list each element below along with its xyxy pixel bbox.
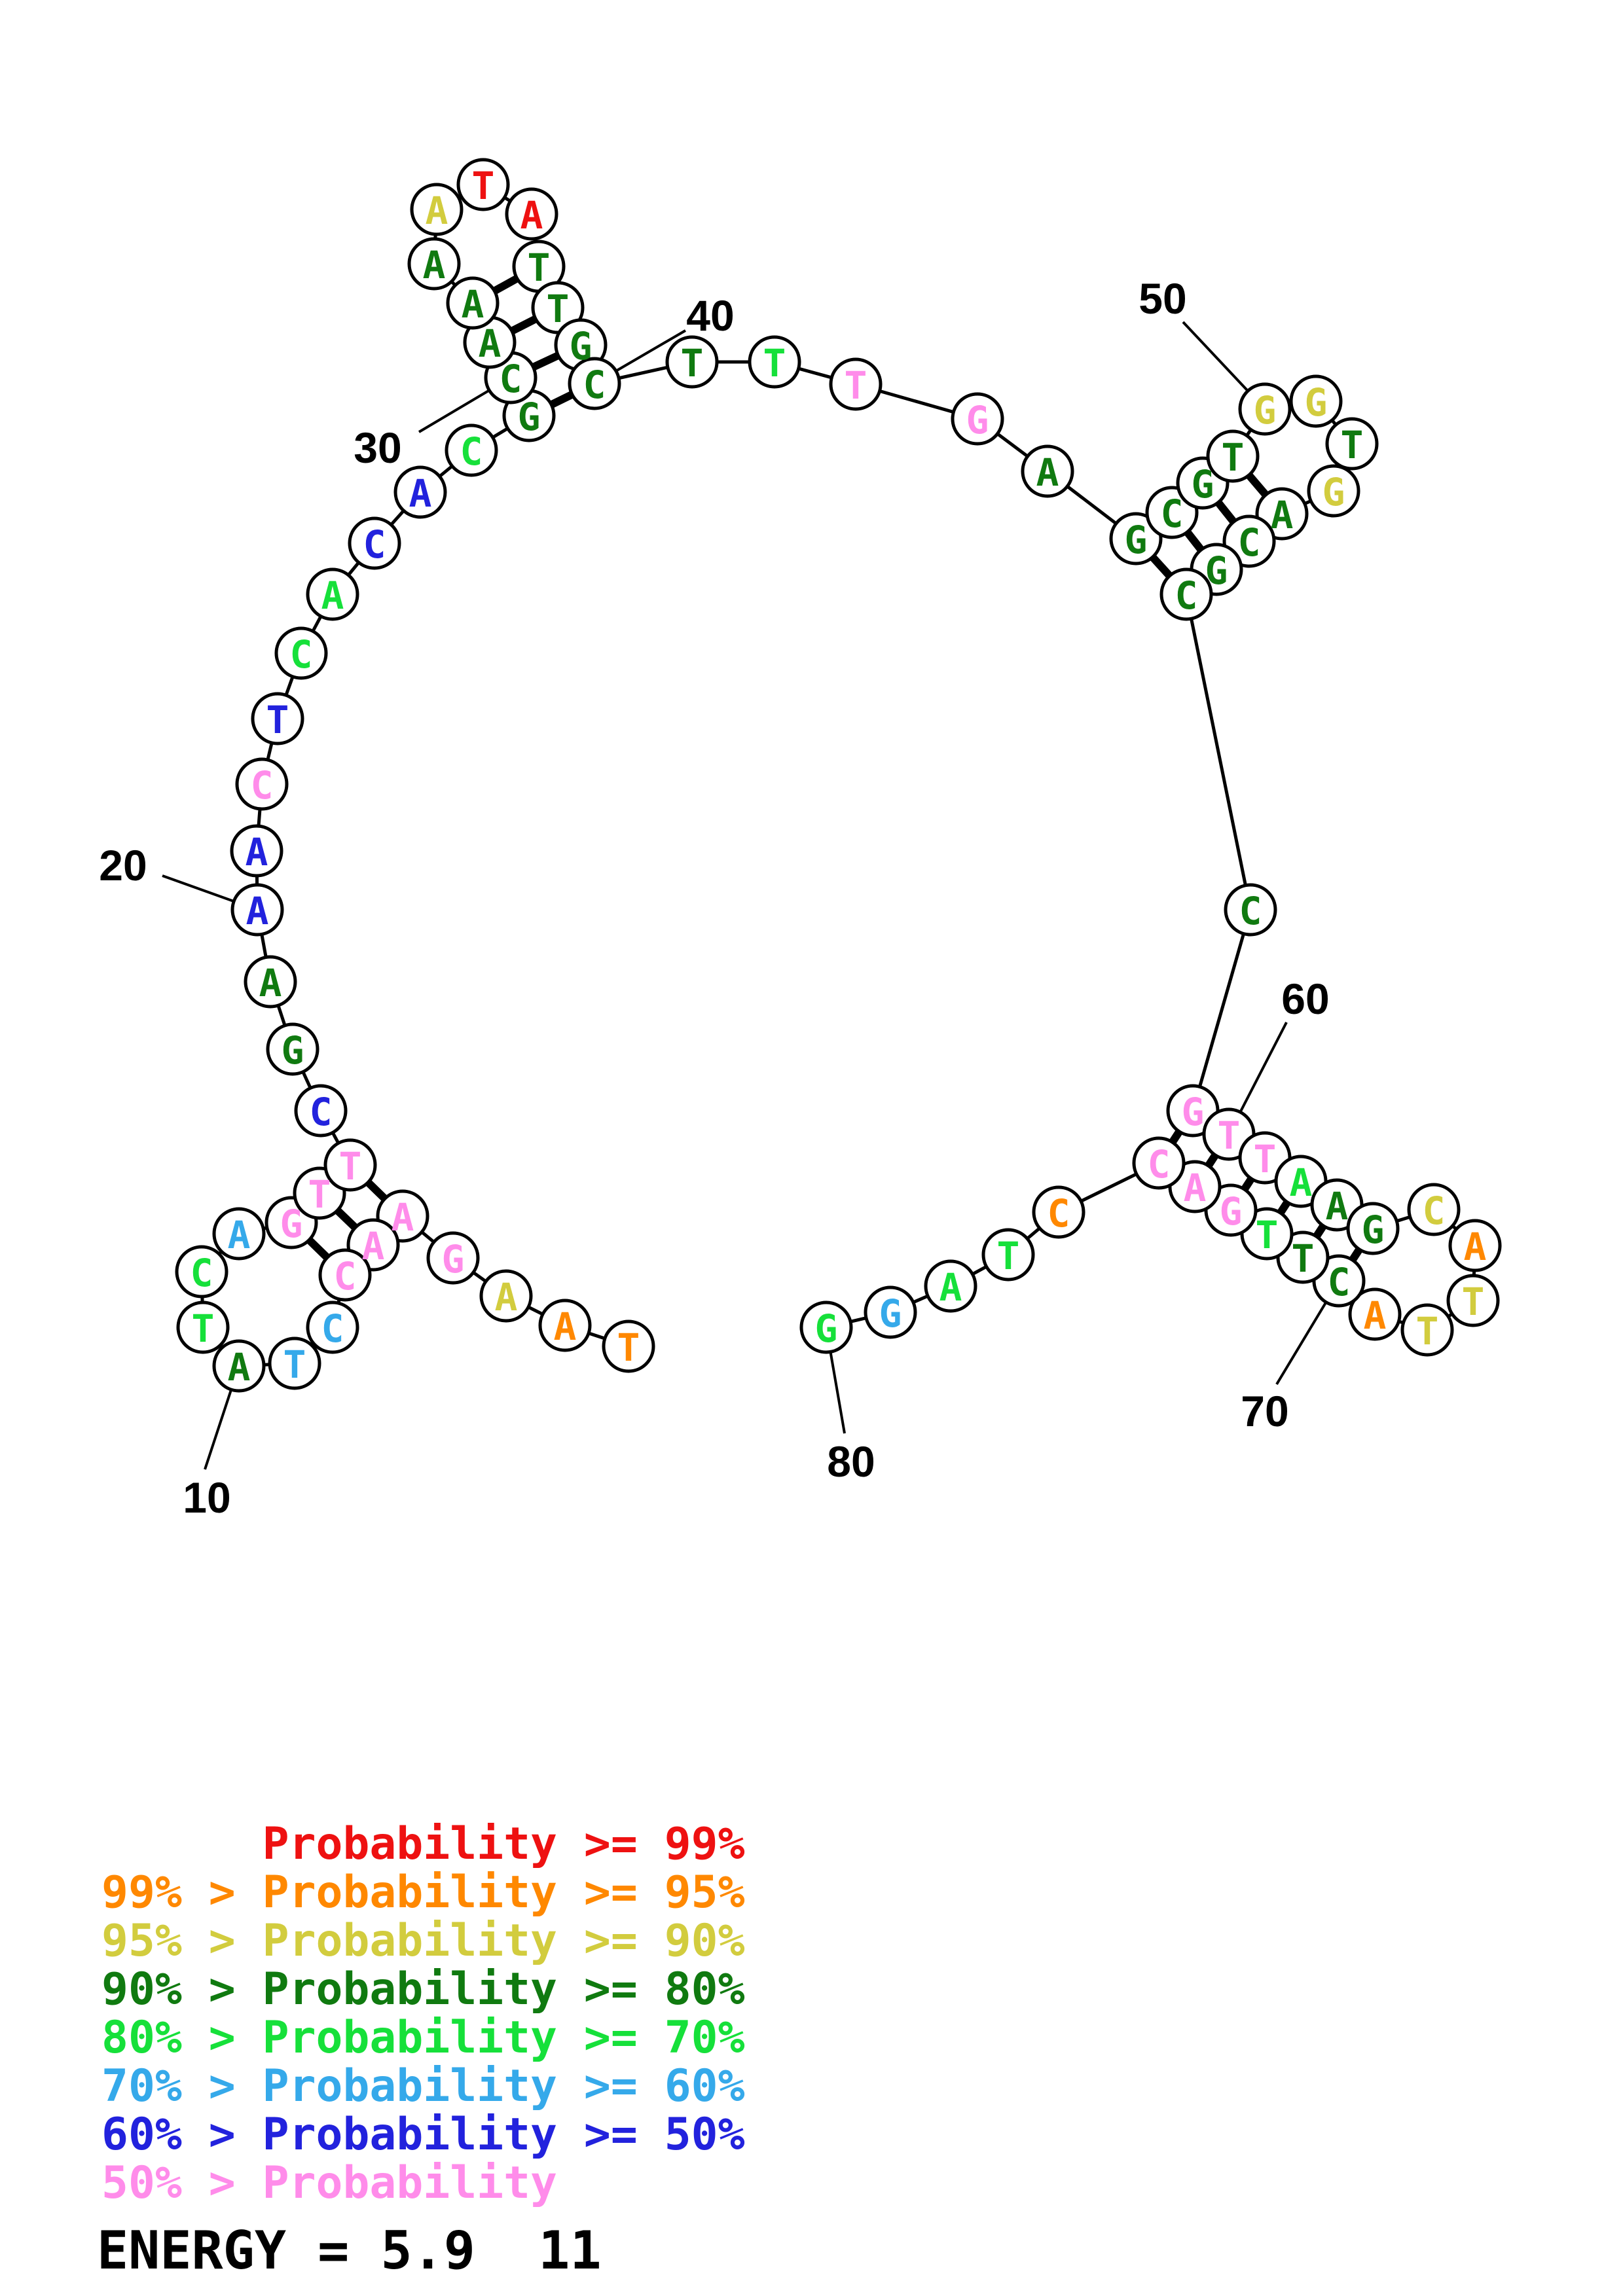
- nucleotide-letter-7: C: [333, 1254, 357, 1299]
- nucleotide-letter-28: C: [460, 429, 483, 474]
- nucleotide-letter-12: C: [190, 1251, 213, 1295]
- nucleotide-circles: [177, 160, 1500, 1391]
- legend-row-7: 60% > Probability >= 50%: [101, 2109, 745, 2161]
- nucleotide-letter-65: C: [1422, 1189, 1446, 1233]
- legend-row-4: 90% > Probability >= 80%: [101, 1964, 745, 2015]
- nucleotide-letter-80: G: [814, 1306, 838, 1351]
- nucleotide-letter-41: T: [680, 341, 704, 386]
- nucleotide-letter-2: A: [553, 1304, 577, 1349]
- nucleotide-letter-30: C: [499, 357, 522, 401]
- nucleotide-letter-29: G: [517, 395, 541, 439]
- nucleotide-letter-22: C: [250, 763, 274, 808]
- nucleotide-letter-13: A: [227, 1213, 251, 1257]
- nucleotide-letter-74: A: [1183, 1166, 1207, 1210]
- nucleotide-letter-17: C: [309, 1090, 333, 1134]
- legend-row-3: 95% > Probability >= 90%: [101, 1915, 745, 1967]
- nucleotide-letter-15: T: [308, 1172, 331, 1217]
- position-label-50: 50: [1139, 274, 1187, 323]
- nucleotide-letter-45: A: [1036, 450, 1059, 495]
- position-labels: [99, 274, 1329, 1522]
- nucleotide-letter-48: G: [1191, 462, 1214, 507]
- nucleotide-letter-57: C: [1175, 573, 1198, 618]
- nucleotide-letter-23: T: [266, 698, 289, 742]
- nucleotide-letter-73: G: [1219, 1189, 1243, 1234]
- nucleotide-letter-24: C: [289, 632, 313, 677]
- nucleotide-letter-67: T: [1461, 1280, 1485, 1324]
- nucleotide-letter-46: G: [1124, 518, 1148, 562]
- nucleotide-letter-54: A: [1270, 493, 1294, 537]
- nucleotide-letter-3: A: [494, 1275, 518, 1319]
- nucleotide-letter-35: T: [471, 164, 495, 208]
- position-label-60: 60: [1281, 975, 1330, 1023]
- nucleotide-letter-1: T: [617, 1325, 640, 1370]
- nucleotide-letter-31: A: [478, 321, 501, 366]
- nucleotide-letter-79: G: [879, 1291, 902, 1336]
- nucleotide-letter-20: A: [246, 889, 269, 933]
- nucleotide-letter-34: A: [425, 188, 448, 233]
- nucleotide-letter-27: A: [409, 471, 432, 516]
- nucleotide-letter-69: A: [1363, 1293, 1387, 1338]
- nucleotide-letter-4: G: [441, 1237, 465, 1282]
- nucleotide-letter-38: T: [546, 287, 570, 331]
- nucleotide-letter-18: G: [281, 1028, 304, 1073]
- position-label-80: 80: [827, 1437, 875, 1486]
- nucleotide-letter-21: A: [245, 830, 268, 874]
- nucleotide-letter-63: A: [1325, 1184, 1349, 1229]
- probability-legend: [101, 1820, 745, 2208]
- nucleotide-letter-50: G: [1253, 388, 1277, 433]
- nucleotide-letter-62: A: [1289, 1160, 1313, 1205]
- nucleotide-letter-36: A: [520, 193, 543, 238]
- nucleotide-letter-52: T: [1340, 423, 1364, 467]
- nucleotide-letter-5: A: [391, 1195, 414, 1240]
- legend-row-5: 80% > Probability >= 70%: [101, 2012, 745, 2064]
- nucleotide-letter-33: A: [422, 243, 446, 287]
- nucleotide-letter-71: T: [1291, 1236, 1315, 1281]
- nucleotide-letter-37: T: [527, 245, 551, 290]
- nucleotide-letter-44: G: [966, 398, 989, 442]
- nucleotide-letter-19: A: [259, 961, 282, 1005]
- nucleotide-letter-32: A: [461, 282, 484, 327]
- nucleotide-letter-59: G: [1181, 1090, 1205, 1134]
- energy-label: ENERGY = 5.9 11: [97, 2220, 602, 2281]
- nucleotide-letter-25: A: [321, 573, 344, 618]
- nucleotide-letter-47: C: [1160, 492, 1184, 536]
- legend-row-2: 99% > Probability >= 95%: [101, 1867, 745, 1918]
- position-label-30: 30: [354, 423, 402, 472]
- nucleotide-letter-77: T: [996, 1234, 1020, 1278]
- nucleotide-letter-26: C: [363, 522, 386, 567]
- nucleotide-letter-56: G: [1205, 548, 1228, 593]
- nucleotide-letter-6: A: [361, 1224, 385, 1268]
- position-label-10: 10: [183, 1473, 231, 1522]
- nucleotide-letter-14: G: [280, 1202, 303, 1246]
- nucleotide-letter-75: C: [1147, 1142, 1171, 1187]
- nucleotide-letter-51: G: [1304, 380, 1328, 425]
- nucleotide-letter-8: C: [321, 1306, 344, 1351]
- position-label-20: 20: [99, 841, 147, 889]
- nucleotide-letter-68: T: [1415, 1309, 1439, 1354]
- nucleotide-letter-70: C: [1327, 1260, 1351, 1304]
- legend-row-6: 70% > Probability >= 60%: [101, 2060, 745, 2112]
- legend-row-1: Probability >= 99%: [101, 1818, 745, 1870]
- nucleotide-letter-39: G: [569, 324, 593, 368]
- nucleotide-letter-42: T: [763, 341, 786, 386]
- position-label-70: 70: [1241, 1387, 1289, 1435]
- nucleotide-letter-78: A: [939, 1265, 962, 1310]
- nucleotide-letter-58: C: [1239, 889, 1262, 933]
- backbone-line: [1193, 910, 1250, 1111]
- nucleotide-letter-11: T: [191, 1306, 215, 1351]
- nucleotide-letter-43: T: [844, 363, 867, 408]
- nucleotide-letter-40: C: [583, 363, 606, 407]
- nucleotide-letter-61: T: [1253, 1137, 1277, 1181]
- nucleotide-letter-49: T: [1221, 435, 1245, 480]
- nucleotide-letter-55: C: [1237, 520, 1261, 565]
- backbone-line: [1186, 594, 1250, 910]
- nucleotide-letter-60: T: [1217, 1113, 1241, 1158]
- nucleotide-letter-10: A: [227, 1345, 251, 1390]
- nucleotide-letter-53: G: [1322, 470, 1345, 514]
- nucleotide-letter-64: G: [1361, 1208, 1385, 1252]
- nucleotide-letter-76: C: [1047, 1191, 1070, 1236]
- legend-row-8: 50% > Probability: [101, 2157, 557, 2209]
- nucleotide-letter-16: T: [338, 1144, 362, 1189]
- nucleotide-letter-9: T: [283, 1342, 306, 1387]
- nucleotide-letter-72: T: [1255, 1213, 1279, 1257]
- position-label-40: 40: [686, 291, 735, 340]
- nucleotide-letter-66: A: [1463, 1225, 1487, 1269]
